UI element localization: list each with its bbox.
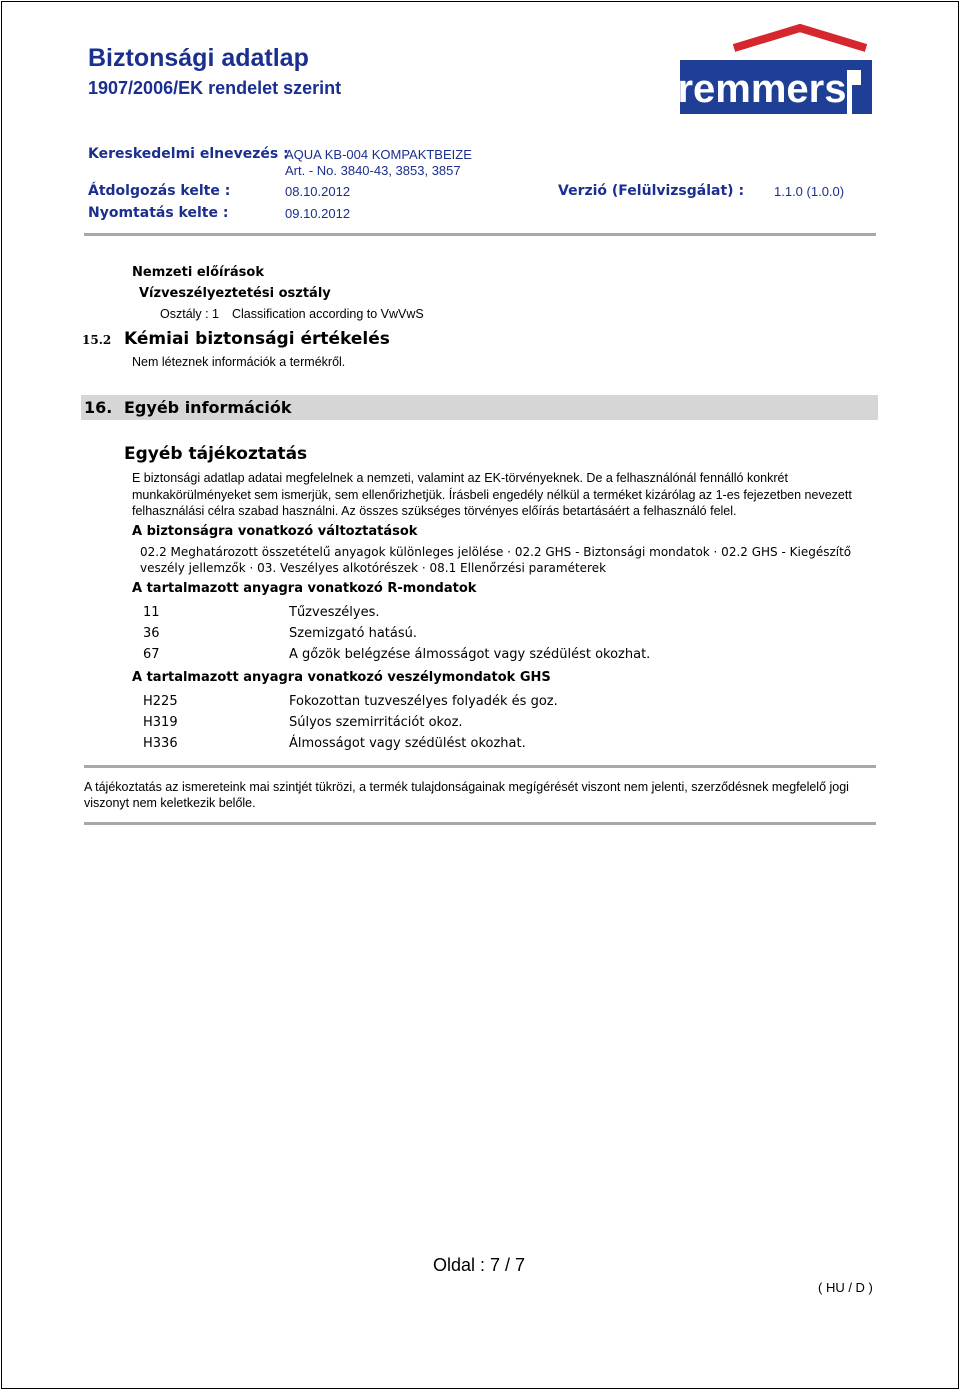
- page-number: Oldal : 7 / 7: [433, 1255, 526, 1275]
- r-phrase-code: 36: [143, 626, 160, 641]
- class-description: Classification according to VwVwS: [232, 307, 424, 321]
- r-phrase-code: 11: [143, 605, 160, 620]
- section-16-title: Egyéb információk: [124, 398, 292, 417]
- disclaimer-bottom-divider: [84, 822, 876, 825]
- h-phrase-code: H319: [143, 715, 178, 730]
- print-date-label: Nyomtatás kelte :: [88, 205, 229, 221]
- revision-date-label: Átdolgozás kelte :: [88, 183, 231, 199]
- h-phrase-text: Súlyos szemirritációt okoz.: [289, 715, 463, 730]
- disclaimer-text: A tájékoztatás az ismereteink mai szintjét tükrözi, a termék tulajdonságainak megígérését viszont nem jelenti, szerződésnek megfelelő jogi viszonyt nem keletkezik belőle.: [84, 780, 849, 810]
- trade-name-label: Kereskedelmi elnevezés :: [88, 146, 289, 162]
- document-subtitle: 1907/2006/EK rendelet szerint: [88, 78, 342, 98]
- trade-name-value: AQUA KB-004 KOMPAKTBEIZE: [285, 147, 472, 162]
- h-phrase-code: H225: [143, 694, 178, 709]
- national-regulations-heading: Nemzeti előírások: [132, 265, 264, 280]
- document-title: Biztonsági adatlap: [88, 44, 309, 72]
- class-label: Osztály :: [160, 307, 209, 321]
- header-divider: [84, 233, 876, 236]
- r-phrase-text: Szemizgató hatású.: [289, 626, 417, 641]
- r-phrase-text: A gőzök belégzése álmosságot vagy szédülést okozhat.: [289, 647, 651, 662]
- safety-changes-text: 02.2 Meghatározott összetételű anyagok különleges jelölése · 02.2 GHS - Biztonsági mondatok · 02.2 GHS - Kiegészítő veszély jellemzők · 03. Veszélyes alkotórészek · 08.1 Ellenőrzési paraméterek: [140, 545, 852, 575]
- revision-date-value: 08.10.2012: [285, 184, 351, 199]
- disclaimer-top-divider: [84, 765, 876, 768]
- h-phrase-text: Fokozottan tuzveszélyes folyadék és goz.: [289, 694, 558, 709]
- article-number: Art. - No. 3840-43, 3853, 3857: [285, 163, 461, 178]
- section-15-2-title: Kémiai biztonsági értékelés: [124, 329, 390, 349]
- r-phrase-text: Tűzveszélyes.: [289, 605, 380, 620]
- h-phrases-heading: A tartalmazott anyagra vonatkozó veszélymondatok GHS: [132, 670, 551, 685]
- water-hazard-heading: Vízveszélyeztetési osztály: [139, 286, 331, 301]
- r-phrase-code: 67: [143, 647, 160, 662]
- logo-text: remmers: [677, 67, 847, 111]
- h-phrase-code: H336: [143, 736, 178, 751]
- chemical-safety-text: Nem léteznek információk a termékről.: [132, 355, 346, 369]
- other-info-text: E biztonsági adatlap adatai megfelelnek a nemzeti, valamint az EK-törvényeknek. De a felhasználónál fennálló konkrét munkakörülményeket sem ismerjük, sem ellenőrizhetjük. Írásbeli engedély nélkül a terméket kizárólag az 1-es fejezetben nevezett felhasználási célra szabad használni. Az összes szükséges törvényes előírás betartásáért a felhasználó felel.: [132, 471, 852, 518]
- safety-changes-heading: A biztonságra vonatkozó változtatások: [132, 524, 418, 539]
- version-value: 1.1.0 (1.0.0): [774, 184, 845, 199]
- r-phrases-heading: A tartalmazott anyagra vonatkozó R-mondatok: [132, 581, 477, 596]
- class-value: 1: [212, 307, 219, 321]
- remmers-logo: [676, 24, 876, 120]
- section-15-2-number: 15.2: [82, 333, 112, 347]
- language-code: ( HU / D ): [818, 1280, 873, 1295]
- other-info-heading: Egyéb tájékoztatás: [124, 444, 308, 464]
- print-date-value: 09.10.2012: [285, 206, 351, 221]
- section-16-number: 16.: [84, 398, 113, 417]
- h-phrase-text: Álmosságot vagy szédülést okozhat.: [289, 736, 526, 751]
- version-label: Verzió (Felülvizsgálat) :: [558, 183, 745, 199]
